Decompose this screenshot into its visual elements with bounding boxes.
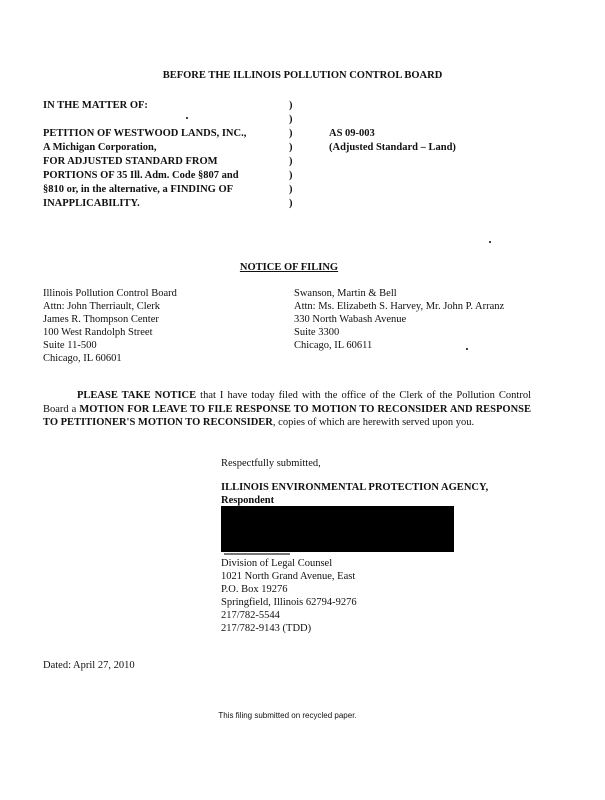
address-line: Springfield, Illinois 62794-9276 — [221, 597, 357, 608]
dated-line: Dated: April 27, 2010 — [43, 660, 135, 671]
address-line: James R. Thompson Center — [43, 314, 159, 325]
address-line: Swanson, Martin & Bell — [294, 288, 397, 299]
caption-line — [43, 113, 246, 127]
redaction-remnant — [224, 553, 290, 555]
scan-speck — [186, 117, 188, 119]
addressee-left — [43, 287, 177, 365]
paren: ) — [289, 184, 293, 195]
address-line: 217/782-5544 — [221, 610, 280, 621]
paren: ) — [289, 114, 293, 125]
case-type: (Adjusted Standard – Land) — [329, 142, 456, 153]
scan-speck — [489, 241, 491, 243]
notice-paragraph — [43, 389, 531, 430]
address-line: Chicago, IL 60601 — [43, 353, 122, 364]
case-caption — [43, 99, 246, 211]
address-line: Chicago, IL 60611 — [294, 340, 373, 351]
address-line: Attn: Ms. Elizabeth S. Harvey, Mr. John P. Arranz — [294, 301, 505, 312]
caption-line: FOR ADJUSTED STANDARD FROM — [43, 156, 218, 167]
case-number-block — [329, 127, 456, 155]
redaction-box — [221, 506, 454, 552]
caption-line: INAPPLICABILITY. — [43, 198, 140, 209]
agency-address — [221, 557, 357, 635]
address-line: 217/782-9143 (TDD) — [221, 623, 312, 634]
please-take-notice: PLEASE TAKE NOTICE — [77, 390, 197, 401]
address-line: P.O. Box 19276 — [221, 584, 288, 595]
caption-line: A Michigan Corporation, — [43, 142, 157, 153]
notice-heading: NOTICE OF FILING — [239, 262, 339, 273]
body-text: that I have today filed with the office of the Clerk of the Pollution Control Board a — [43, 390, 531, 415]
paren: ) — [289, 170, 293, 181]
agency-name: ILLINOIS ENVIRONMENTAL PROTECTION AGENCY, — [221, 482, 489, 493]
recycled-paper-footer: This filing submitted on recycled paper. — [218, 711, 357, 720]
caption-line: IN THE MATTER OF: — [43, 100, 148, 111]
caption-paren-column — [289, 99, 293, 211]
caption-line: §810 or, in the alternative, a FINDING OF — [43, 184, 234, 195]
paren: ) — [289, 142, 293, 153]
body-text: , copies of which are herewith served upon you. — [272, 417, 475, 428]
address-line: Illinois Pollution Control Board — [43, 288, 177, 299]
paren: ) — [289, 156, 293, 167]
address-line: 1021 North Grand Avenue, East — [221, 571, 356, 582]
address-line: 100 West Randolph Street — [43, 327, 153, 338]
paren: ) — [289, 128, 293, 139]
closing: Respectfully submitted, — [221, 458, 321, 469]
caption-line: PORTIONS OF 35 Ill. Adm. Code §807 and — [43, 170, 239, 181]
paren: ) — [289, 100, 293, 111]
motion-title: MOTION FOR LEAVE TO FILE RESPONSE TO MOTION TO RECONSIDER AND RESPONSE TO PETITIONER'S MOTION TO RECONSIDER — [43, 403, 531, 428]
address-line: Division of Legal Counsel — [221, 558, 333, 569]
case-number: AS 09-003 — [329, 128, 375, 139]
addressee-right — [294, 287, 504, 352]
document-title: BEFORE THE ILLINOIS POLLUTION CONTROL BOARD — [162, 70, 443, 81]
respondent-label: Respondent — [221, 495, 275, 506]
address-line: Suite 3300 — [294, 327, 340, 338]
address-line: Suite 11-500 — [43, 340, 97, 351]
paren: ) — [289, 198, 293, 209]
caption-line: PETITION OF WESTWOOD LANDS, INC., — [43, 128, 247, 139]
address-line: Attn: John Therriault, Clerk — [43, 301, 161, 312]
address-line: 330 North Wabash Avenue — [294, 314, 407, 325]
